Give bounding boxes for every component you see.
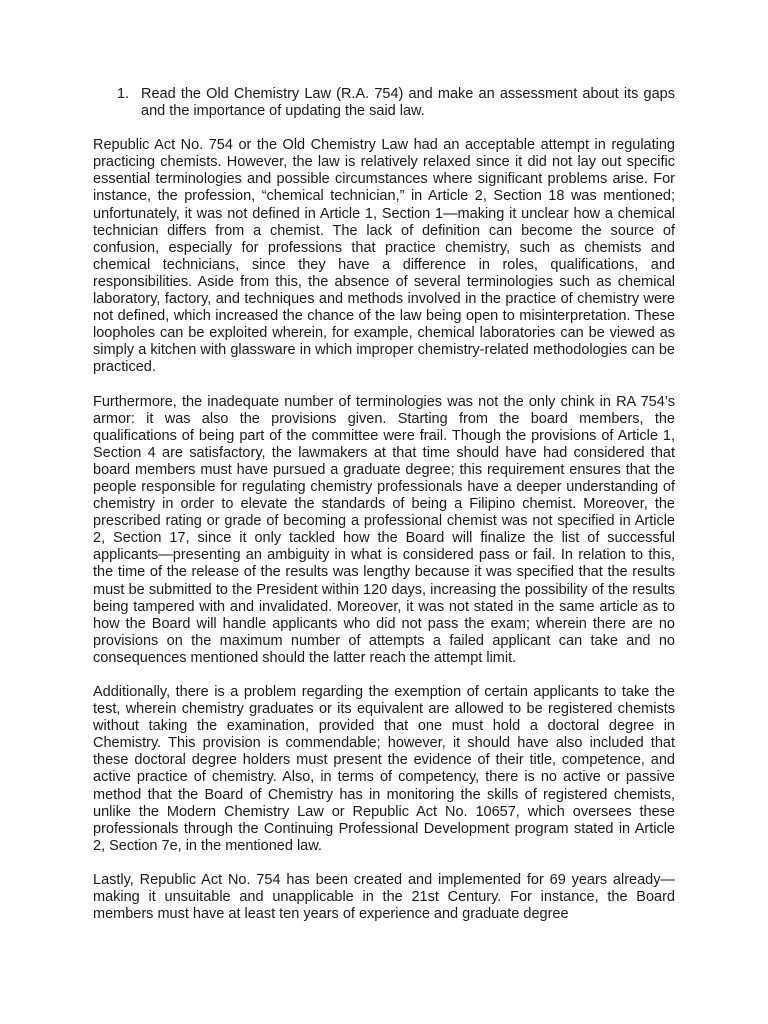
paragraph-additionally: Additionally, there is a problem regarding the exemption of certain applicants to take the test, wherein chemistry graduates or its equivalent are allowed to be registered chemists without taking the examination, provided that one must hold a doctoral degree in Chemistry. This provision is commendable; however, it should have also included that these doctoral degree holders must present the evidence of their title, competence, and active practice of chemistry. Also, in terms of competency, there is no active or passive method that the Board of Chemistry has in monitoring the skills of registered chemists, unlike the Modern Chemistry Law or Republic Act No. 10657, which oversees these professionals through the Continuing Professional Development program stated in Article 2, Section 7e, in the mentioned law. (93, 684, 675, 854)
paragraph-lastly: Lastly, Republic Act No. 754 has been created and implemented for 69 years already—making it unsuitable and unapplicable in the 21st Century. For instance, the Board members must have at least ten years of experience and graduate degree (93, 871, 675, 923)
question-text: Read the Old Chemistry Law (R.A. 754) and make an assessment about its gaps and the importance of updating the said law. (141, 86, 675, 120)
document-page (93, 86, 675, 940)
question-item (117, 86, 675, 120)
paragraph-furthermore: Furthermore, the inadequate number of terminologies was not the only chink in RA 754’s armor: it was also the provisions given. Starting from the board members, the qualifications of being part of the committee were frail. Though the provisions of Article 1, Section 4 are satisfactory, the lawmakers at that time should have had considered that board members must have pursued a graduate degree; this requirement ensures that the people responsible for regulating chemistry professionals have a deeper understanding of chemistry in order to elevate the standards of being a Filipino chemist. Moreover, the prescribed rating or grade of becoming a professional chemist was not specified in Article 2, Section 17, since it only tackled how the Board will finalize the list of successful applicants—presenting an ambiguity in what is considered pass or fail. In relation to this, the time of the release of the results was lengthy because it was specified that the results must be submitted to the President within 120 days, increasing the possibility of the results being tampered with and invalidated. Moreover, it was not stated in the same article as to how the Board will handle applicants who did not pass the exam; wherein there are no provisions on the maximum number of attempts a failed applicant can take and no consequences mentioned should the latter reach the attempt limit. (93, 393, 675, 666)
paragraph-intro: Republic Act No. 754 or the Old Chemistry Law had an acceptable attempt in regulating practicing chemists. However, the law is relatively relaxed since it did not lay out specific essential terminologies and possible circumstances where significant problems arise. For instance, the profession, “chemical technician,” in Article 2, Section 18 was mentioned; unfortunately, it was not defined in Article 1, Section 1—making it unclear how a chemical technician differs from a chemist. The lack of definition can become the source of confusion, especially for professions that practice chemistry, such as chemists and chemical technicians, since they have a difference in roles, qualifications, and responsibilities. Aside from this, the absence of several terminologies such as chemical laboratory, factory, and techniques and methods involved in the practice of chemistry were not defined, which increased the chance of the law being open to misinterpretation. These loopholes can be exploited wherein, for example, chemical laboratories can be viewed as simply a kitchen with glassware in which improper chemistry-related methodologies can be practiced. (93, 137, 675, 376)
question-number: 1. (117, 86, 130, 102)
